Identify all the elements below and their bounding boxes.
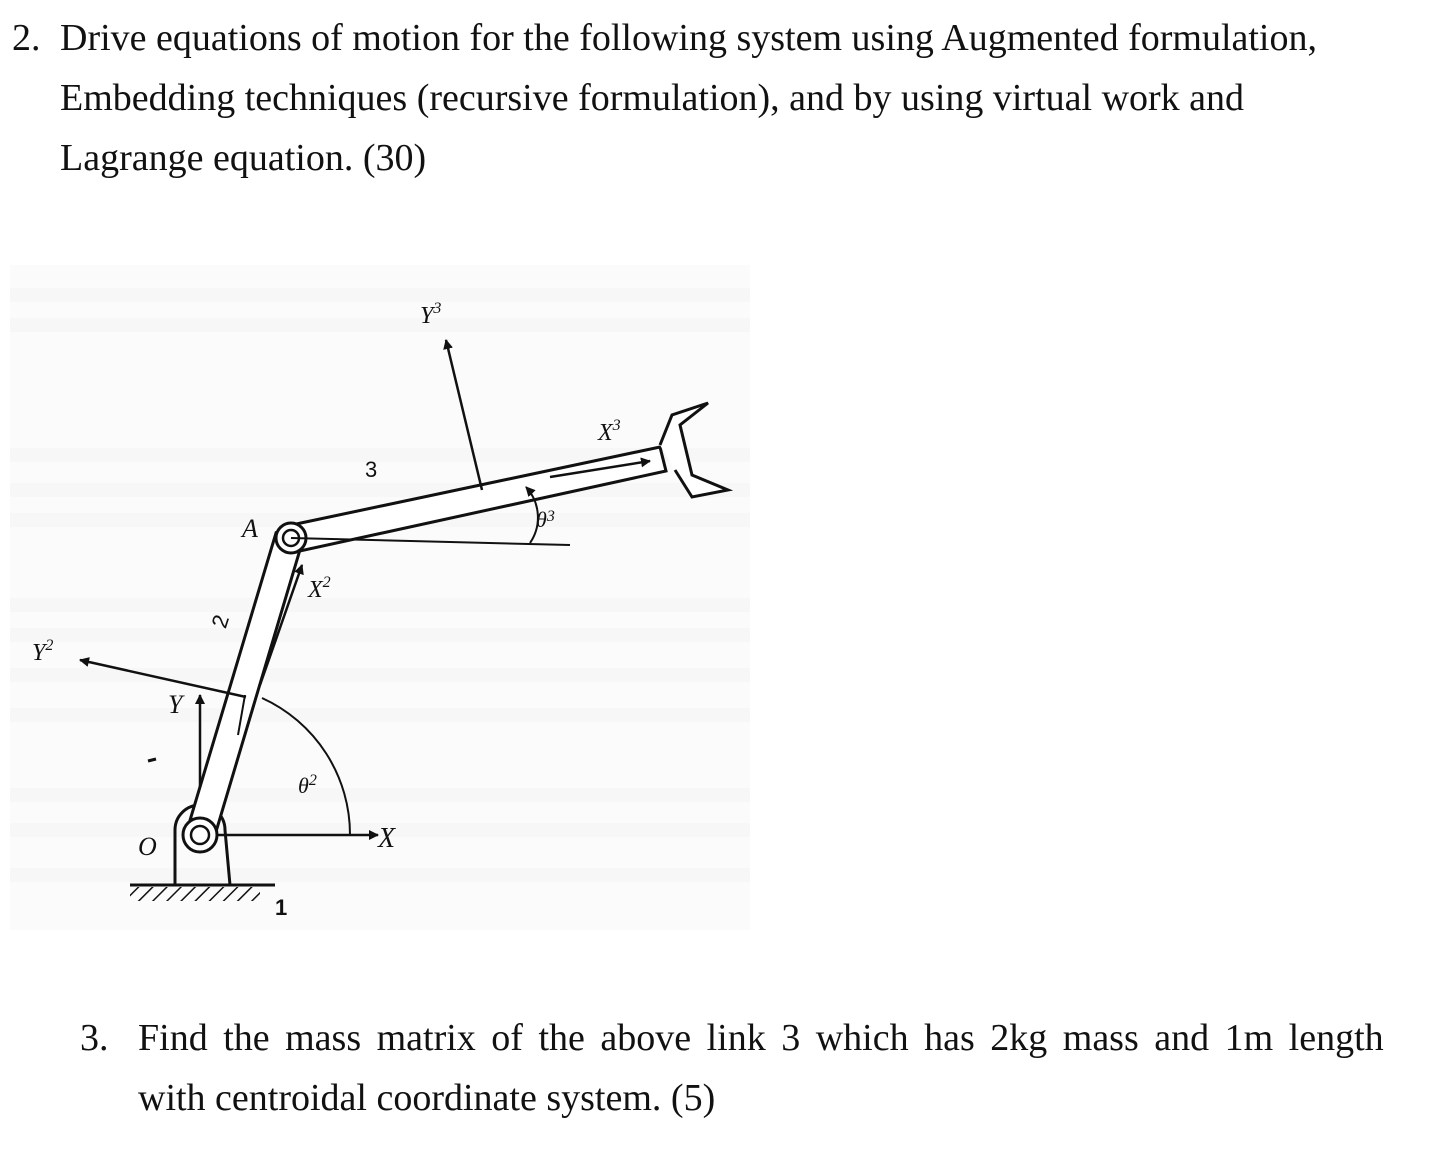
joint-o-inner bbox=[191, 826, 209, 844]
y-axis-label: Y bbox=[168, 690, 183, 719]
link-2-number: 2 bbox=[206, 611, 235, 632]
origin-label: O bbox=[138, 832, 157, 861]
y2-label: $Y^2$ bbox=[32, 637, 54, 666]
question-2-line-3: Lagrange equation. (30) bbox=[60, 137, 427, 179]
question-2-line-2: Embedding techniques (recursive formulation), and by using virtual work and bbox=[60, 77, 1245, 119]
ground-hatching bbox=[130, 887, 260, 901]
joint-a-label: A bbox=[242, 514, 258, 543]
question-2-number: 2. bbox=[12, 17, 41, 59]
theta2-label: $\theta^2$ bbox=[298, 772, 317, 798]
y3-label: $Y^3$ bbox=[420, 300, 442, 329]
ground-label: 1 bbox=[275, 895, 288, 920]
x-axis-label: X bbox=[378, 823, 396, 854]
link-3-number: 3 bbox=[365, 457, 378, 482]
mechanism-figure bbox=[10, 265, 750, 930]
question-3-line-1: Find the mass matrix of the above link 3 which has 2kg mass and 1m length bbox=[138, 1017, 1384, 1059]
question-2-line-1: Drive equations of motion for the following system using Augmented formulation, bbox=[60, 17, 1317, 59]
question-3-number: 3. bbox=[80, 1017, 109, 1059]
x3-label: $X^3$ bbox=[598, 417, 621, 446]
question-3-line-2: with centroidal coordinate system. (5) bbox=[138, 1077, 716, 1119]
mechanism-diagram bbox=[10, 265, 750, 930]
x2-label: $X^2$ bbox=[308, 574, 331, 603]
theta3-label: $\theta^3$ bbox=[536, 507, 555, 532]
minor-tick bbox=[148, 759, 156, 761]
